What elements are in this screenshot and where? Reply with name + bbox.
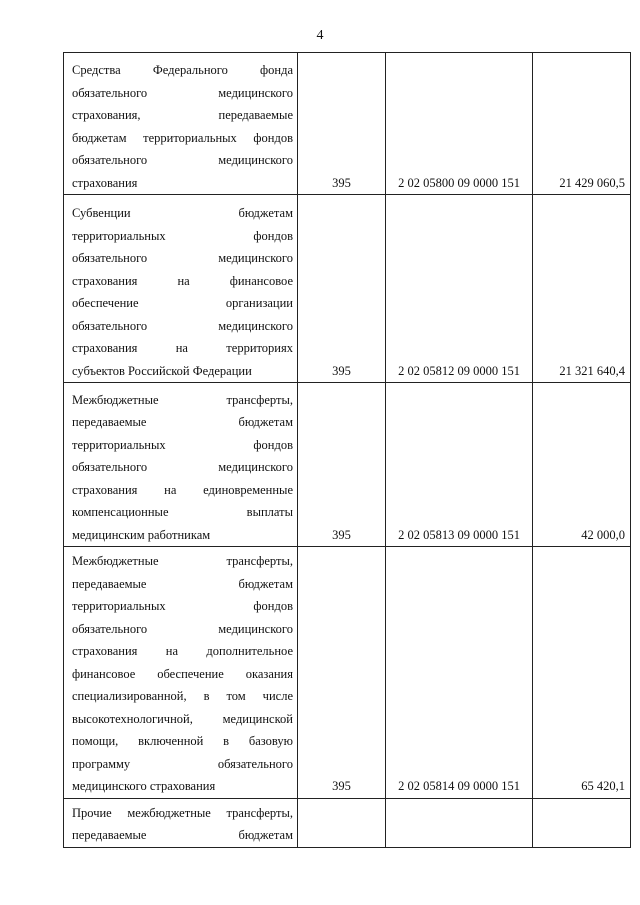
budget-code-cell: 2 02 05813 09 0000 151	[386, 383, 533, 547]
row-name-line: Межбюджетные трансферты,	[72, 554, 293, 568]
row-name-line: передаваемые бюджетам	[72, 576, 293, 591]
row-name-line: обязательного медицинского	[72, 318, 293, 333]
row-name-line: помощи, включенной в базовую	[72, 734, 293, 748]
row-name-line: медицинского страхования	[72, 779, 216, 793]
table-row	[64, 547, 631, 799]
admin-code-cell	[298, 798, 386, 847]
row-name-line: страхования на единовременные	[72, 482, 293, 497]
row-name-line: передаваемые бюджетам	[72, 828, 293, 842]
row-name-line: страхования на дополнительное	[72, 644, 293, 658]
amount-cell: 21 429 060,5	[533, 53, 631, 195]
row-name-line: обязательного медицинского	[72, 85, 293, 100]
row-name-line: обеспечение организации	[72, 296, 293, 310]
row-name-line: территориальных фондов	[72, 228, 293, 243]
row-name-line: высокотехнологичной, медицинской	[72, 711, 293, 726]
amount-cell: 65 420,1	[533, 547, 631, 799]
budget-table	[63, 52, 631, 848]
row-name-line: финансовое обеспечение оказания	[72, 666, 293, 681]
row-name-line: территориальных фондов	[72, 599, 293, 613]
admin-code-cell: 395	[298, 383, 386, 547]
row-name-cell	[64, 798, 298, 847]
row-name-line: обязательного медицинского	[72, 460, 293, 474]
table-row	[64, 195, 631, 383]
row-name-line: передаваемые бюджетам	[72, 415, 293, 429]
row-name-line: Межбюджетные трансферты,	[72, 392, 293, 407]
page-number: 4	[316, 28, 324, 43]
row-name-line: медицинским работникам	[72, 527, 211, 542]
row-name-line: бюджетам территориальных фондов	[72, 130, 293, 145]
admin-code-cell: 395	[298, 195, 386, 383]
row-name-cell	[64, 53, 298, 195]
budget-code-cell	[386, 798, 533, 847]
admin-code-cell: 395	[298, 547, 386, 799]
row-name-line: компенсационные выплаты	[72, 505, 293, 519]
row-name-line: обязательного медицинского	[72, 251, 293, 265]
amount-cell: 21 321 640,4	[533, 195, 631, 383]
row-name-line: Средства Федерального фонда	[72, 63, 293, 77]
row-name-line: обязательного медицинского	[72, 621, 293, 636]
row-name-cell	[64, 547, 298, 799]
row-name-line: территориальных фондов	[72, 437, 293, 452]
row-name-cell	[64, 195, 298, 383]
budget-code-cell: 2 02 05812 09 0000 151	[386, 195, 533, 383]
amount-cell: 42 000,0	[533, 383, 631, 547]
table-row	[64, 53, 631, 195]
row-name-cell	[64, 383, 298, 547]
budget-code-cell: 2 02 05800 09 0000 151	[386, 53, 533, 195]
row-name-line: страхования на финансовое	[72, 273, 293, 288]
row-name-line: обязательного медицинского	[72, 153, 293, 167]
table-row	[64, 798, 631, 847]
admin-code-cell: 395	[298, 53, 386, 195]
row-name-line: программу обязательного	[72, 756, 293, 771]
amount-cell	[533, 798, 631, 847]
row-name-line: Прочие межбюджетные трансферты,	[72, 805, 293, 820]
row-name-line: страхования	[72, 175, 138, 190]
budget-code-cell: 2 02 05814 09 0000 151	[386, 547, 533, 799]
row-name-line: страхования, передаваемые	[72, 108, 293, 122]
row-name-line: специализированной, в том числе	[72, 689, 293, 703]
row-name-line: страхования на территориях	[72, 341, 293, 355]
row-name-line: Субвенции бюджетам	[72, 206, 293, 220]
row-name-line: субъектов Российской Федерации	[72, 363, 252, 378]
table-row	[64, 383, 631, 547]
